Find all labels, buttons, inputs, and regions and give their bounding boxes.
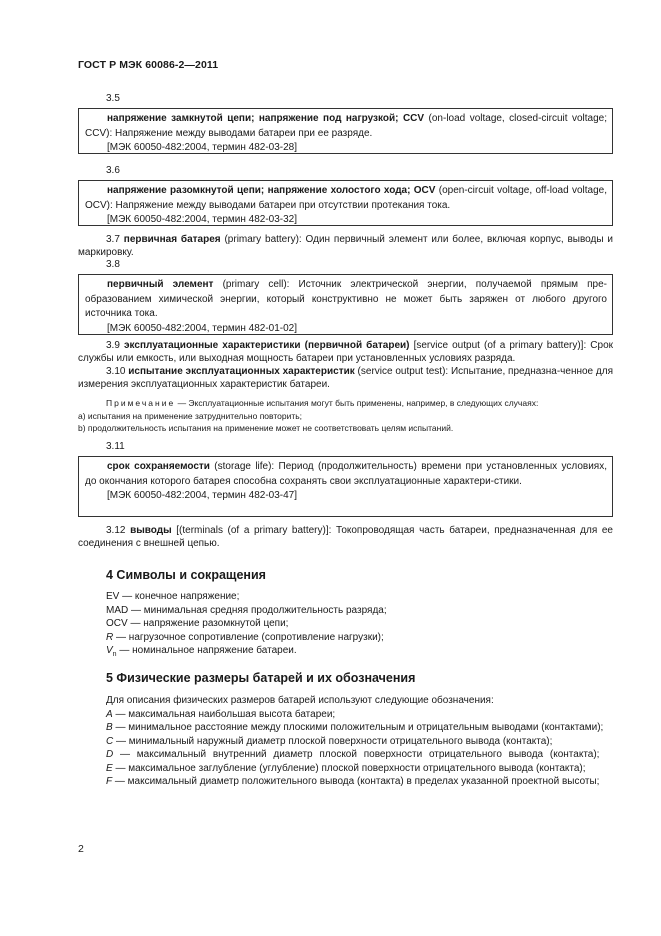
list-item <box>78 775 613 789</box>
symbol: V <box>106 645 113 656</box>
symbol-description: — конечное напряжение; <box>119 591 240 602</box>
list-item <box>78 644 613 662</box>
symbol-description: — номинальное напряжение батареи. <box>116 645 297 656</box>
symbol: E <box>106 762 113 774</box>
dimension-list <box>78 694 613 789</box>
definition-body: [(terminals (of a primary battery)]: Токопроводящая часть батареи, предназначенная для ее соединения с внешней цепью. <box>78 525 613 549</box>
term: выводы <box>130 525 172 536</box>
symbol: C <box>106 735 114 747</box>
list-item <box>78 617 613 631</box>
document-header: ГОСТ Р МЭК 60086-2—2011 <box>78 59 219 71</box>
definition-body: (on-load voltage, closed-circuit voltage; CCV): Напряжение между выводами батареи при ее разряде. <box>85 113 608 139</box>
definition-box <box>78 108 613 154</box>
term: эксплуатационные характеристики (первичной батареи) <box>123 340 410 351</box>
definition-text <box>85 112 607 141</box>
symbol: MAD <box>106 604 129 616</box>
symbol: EV <box>106 591 120 602</box>
symbol-description: — минимальная средняя продолжительность разряда; <box>128 604 387 616</box>
list-item <box>78 604 613 618</box>
term: напряжение замкнутой цепи; напряжение под нагрузкой; CCV <box>107 113 425 124</box>
term: испытание эксплуатационных характеристик <box>128 366 355 377</box>
term-number: 3.10 <box>106 366 129 377</box>
section-heading: 5 Физические размеры батарей и их обозначения <box>106 671 416 685</box>
symbol: A <box>106 708 113 720</box>
list-item <box>78 590 613 604</box>
reference: [МЭК 60050-482:2004, термин 482-01-02] <box>107 322 298 334</box>
symbol: OCV <box>106 618 128 629</box>
definition-text <box>85 184 607 213</box>
term-number: 3.8 <box>106 259 120 270</box>
definition-paragraph <box>78 524 613 550</box>
note <box>78 397 613 435</box>
term-number: 3.11 <box>106 441 125 452</box>
term-number: 3.12 <box>106 525 131 536</box>
list-item <box>78 721 613 735</box>
section-heading: 4 Символы и сокращения <box>106 568 266 582</box>
term: первичный элемент <box>107 279 214 290</box>
term-number: 3.6 <box>106 165 120 176</box>
note-item-b: b) продолжительность испытания на применение может не соответствовать целям испытаний. <box>78 423 454 433</box>
reference: [МЭК 60050-482:2004, термин 482-03-28] <box>107 142 298 153</box>
definition-body: (primary battery): Один первичный элемент или более, включая корпус, выводы и маркировку. <box>78 234 613 258</box>
definition-paragraph <box>78 233 613 259</box>
definition-box <box>78 456 613 517</box>
term: срок сохраняемости <box>107 461 210 472</box>
note-text: — Эксплуатационные испытания могут быть применены, например, в следующих случаях: <box>175 398 539 408</box>
reference: [МЭК 60050-482:2004, термин 482-03-47] <box>107 490 298 501</box>
definition-paragraph <box>78 339 613 391</box>
symbol: D <box>106 749 114 760</box>
term-number: 3.7 <box>106 234 124 245</box>
note-label: Примечание <box>106 398 176 408</box>
list-item <box>78 631 613 645</box>
symbol-subscript: n <box>112 651 117 658</box>
section-intro: Для описания физических размеров батарей используют следующие обозначения: <box>106 695 494 706</box>
symbol: F <box>106 776 113 787</box>
symbol: R <box>106 631 114 643</box>
symbol-description: — максимальный диаметр положительного вывода (контакта) в пределах указанной проектной высоты; <box>112 776 600 787</box>
note-item-a: а) испытания на применение затруднительно повторить; <box>78 410 303 421</box>
list-item <box>78 748 613 762</box>
symbol: B <box>106 722 113 733</box>
symbol-description: — максимальная наибольшая высота батареи; <box>112 708 336 720</box>
term: первичная батарея <box>123 234 221 245</box>
symbol-list <box>78 590 613 662</box>
symbol-description: — максимальное заглубление (углубление) плоской поверхности отрицательного вывода (контакта); <box>112 762 586 774</box>
symbol-description: — минимальное расстояние между плоскими положительным и отрицательным выводами (контактами); <box>112 722 604 733</box>
symbol-description: — напряжение разомкнутой цепи; <box>127 618 289 629</box>
term-number: 3.5 <box>106 93 120 104</box>
definition-body: (service output test): Испытание, предназна-ченное для измерения эксплуатационных характеристик батареи. <box>78 366 613 390</box>
definition-box <box>78 180 613 226</box>
symbol-description: — нагрузочное сопротивление (сопротивление нагрузки); <box>113 631 384 643</box>
definition-box <box>78 274 613 335</box>
list-item <box>78 762 613 776</box>
definition-body: (storage life): Период (продолжительность) времени при установленных условиях, до окончания которого батарея способна сохранять свои эксплуатационные характери-стики. <box>85 461 607 487</box>
list-item <box>78 708 613 722</box>
term-number: 3.9 <box>106 340 124 351</box>
reference: [МЭК 60050-482:2004, термин 482-03-32] <box>107 214 298 225</box>
definition-text <box>85 460 607 489</box>
definition-body: (open-circuit voltage, off-load voltage, OCV): Напряжение между выводами батареи при отсутствии протекания тока. <box>85 185 607 211</box>
symbol-description: — максимальный внутренний диаметр плоской поверхности отрицательного вывода (контакта); <box>113 749 600 760</box>
definition-body: (primary cell): Источник электрической энергии, получаемой прямым пре-образованием химической энергии, который конструктивно не может быть заряжен от любого другого источника тока. <box>85 279 607 319</box>
list-item <box>78 735 613 749</box>
definition-text <box>85 278 607 322</box>
symbol-description: — минимальный наружный диаметр плоской поверхности отрицательного вывода (контакта); <box>113 735 553 747</box>
definition-body: [service output (of a primary battery)]: Срок службы или емкость, или выходная мощность батареи при установленных условиях разряда. <box>78 340 614 364</box>
page-number: 2 <box>78 843 84 855</box>
term: напряжение разомкнутой цепи; напряжение холостого хода; OCV <box>107 185 436 196</box>
